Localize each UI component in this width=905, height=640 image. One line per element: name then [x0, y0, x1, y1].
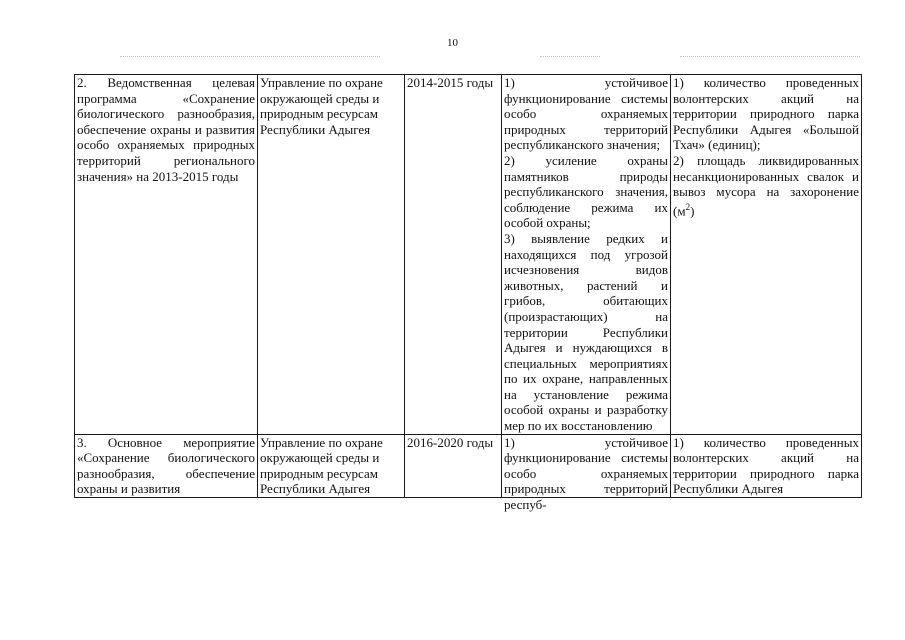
- indicators-cell: [671, 434, 862, 497]
- scan-artifact-line: [540, 56, 600, 58]
- result-item: 1) устойчивое функционирование системы особо охраняемых природных территорий респуб-: [504, 434, 668, 513]
- executor-cell: Управление по охране окружающей среды и природным ресурсам Республики Адыгея: [258, 434, 405, 497]
- expected-results-cell: [502, 434, 671, 513]
- indicators-cell: [671, 75, 862, 435]
- result-item: 3) выявление редких и находящихся под угрозой исчезновения видов животных, растений и грибов, обитающих (произрастающих) на территории Республики Адыгея и нуждающихся в специальных мероприятиях по их охране, направленных на установление режима особой охраны и разработку мер по их восстановлению: [504, 230, 668, 434]
- page-number: 10: [447, 37, 458, 49]
- indicator-item: 1) количество проведенных волонтерских акций на территории природного парка Республики Адыгея: [673, 434, 859, 497]
- table-row: [75, 434, 862, 497]
- period-cell: 2014-2015 годы: [405, 75, 502, 435]
- indicator-item: 1) количество проведенных волонтерских акций на территории природного парка Республики Адыгея «Большой Тхач» (единиц);: [673, 75, 859, 153]
- result-item: 1) устойчивое функционирование системы особо охраняемых природных территорий республиканского значения;: [504, 75, 668, 153]
- indicator-item: 2) площадь ликвидированных несанкционированных свалок и вывоз мусора на захоронение $(м^2)$: [673, 152, 859, 219]
- executor-cell: Управление по охране окружающей среды и природным ресурсам Республики Адыгея: [258, 75, 405, 435]
- period-cell: 2016-2020 годы: [405, 434, 502, 497]
- table-row: [75, 75, 862, 435]
- result-item: 2) усиление охраны памятников природы республиканского значения, соблюдение режима их особой охраны;: [504, 152, 668, 231]
- program-table: [74, 74, 862, 513]
- program-name-cell: 3. Основное мероприятие «Сохранение биологического разнообразия, обеспечение охраны и развития: [75, 434, 258, 497]
- expected-results-cell: [502, 75, 671, 435]
- scan-artifact-line: [120, 56, 380, 58]
- program-name-cell: 2. Ведомственная целевая программа «Сохранение биологического разнообразия, обеспечение охраны и развития особо охраняемых природных территорий регионального значения» на 2013-2015 годы: [75, 75, 258, 435]
- scan-artifact-line: [680, 56, 860, 58]
